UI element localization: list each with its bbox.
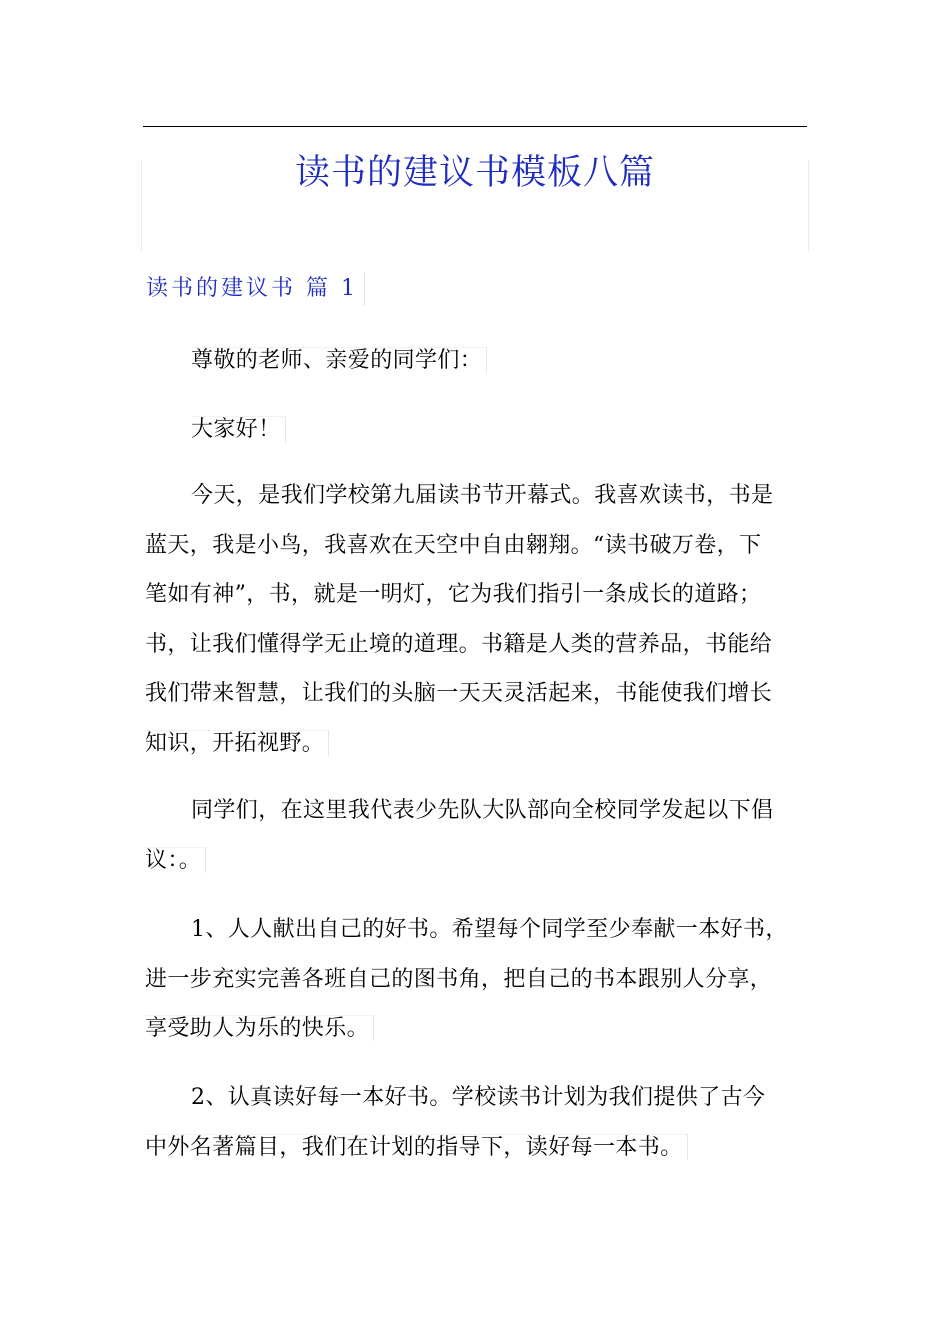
paragraph-line: 同学们，在这里我代表少先队大队部向全校同学发起以下倡 (191, 798, 774, 823)
paragraph-line: 我们带来智慧，让我们的头脑一天天灵活起来，书能使我们增长 (145, 681, 773, 706)
paragraph-line: 进一步充实完善各班自己的图书角，把自己的书本跟别人分享， (145, 966, 773, 992)
paragraph-line: 今天，是我们学校第九届读书节开幕式。我喜欢读书，书是 (191, 483, 774, 508)
paragraph-item-1 (145, 905, 809, 1054)
paragraph-item-2 (145, 1073, 809, 1172)
section-heading: 读书的建议书 篇 1 (146, 272, 365, 306)
paragraph-greeting (145, 405, 809, 455)
paragraph-line: 议：。 (145, 836, 809, 886)
paragraph-salutation (145, 336, 809, 386)
paragraph-line: 书，让我们懂得学无止境的道理。书籍是人类的营养品，书能给 (145, 631, 773, 657)
paragraph-line: 蓝天，我是小鸟，我喜欢在天空中自由翱翔。“读书破万卷，下 (145, 532, 762, 558)
paragraph-line: 尊敬的老师、亲爱的同学们： (145, 336, 809, 386)
paragraph-line: 享受助人为乐的快乐。 (145, 1004, 809, 1054)
paragraph-line: 2、认真读好每一本好书。学校读书计划为我们提供了古今 (191, 1085, 766, 1110)
paragraph-line: 1、人人献出自己的好书。希望每个同学至少奉献一本好书， (191, 917, 788, 942)
paragraph-proposal (145, 786, 809, 885)
paragraph-line: 知识，开拓视野。 (145, 719, 809, 769)
paragraph-line: 大家好！ (145, 405, 809, 455)
paragraph-line: 笔如有神”，书，就是一明灯，它为我们指引一条成长的道路； (145, 582, 762, 607)
document-title: 读书的建议书模板八篇 (294, 153, 655, 193)
paragraph-intro (145, 471, 809, 768)
paragraph-line: 中外名著篇目，我们在计划的指导下，读好每一本书。 (145, 1123, 809, 1173)
top-rule (143, 126, 807, 127)
